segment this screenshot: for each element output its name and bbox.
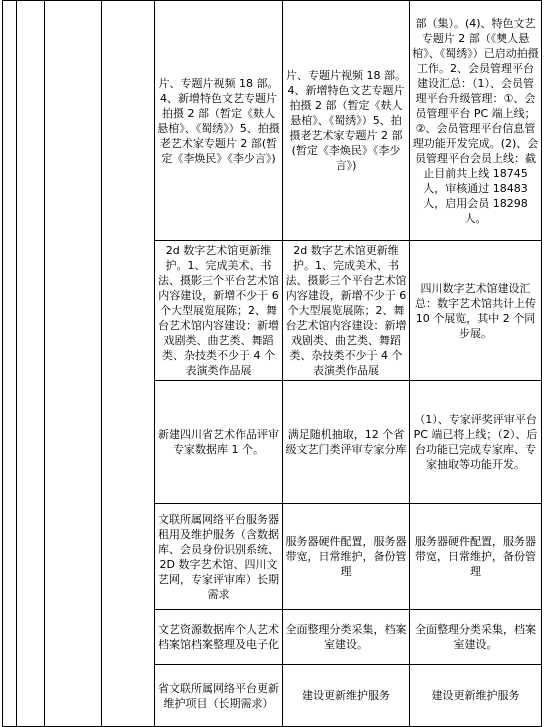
- project-table: [2, 0, 542, 727]
- project-cell: 文联所属网络平台服务器租用及维护服务（含数据库、会员身份识别系统、2D 数字艺术馆、四川文艺网，专家评审库）长期需求: [155, 504, 283, 610]
- result-cell: 部（集）。(4)、特色文艺专题片 2 部（《僰人悬棺》、《蜀绣》）已启动拍摄工作。2、会员管理平台建设汇总：（1）、会员管理平台升级管理：①、会员管理平台 PC 端上线；②、会员管理平台信息管理功能开发完成。(2)、会员管理平台会员上线：截止目前共上线 18745 人，审核通过 18483 人，启用会员 18298 人。: [410, 1, 542, 241]
- indicator-column-cell: [102, 1, 155, 727]
- category-column-cell: [17, 1, 45, 727]
- result-cell: 建设更新维护服务: [410, 665, 542, 727]
- measure-cell: 全面整理分类采集，档案室建设。: [283, 610, 410, 665]
- measure-cell: 满足随机抽取，12 个省级文艺门类评审专家分库: [283, 381, 410, 504]
- result-cell: 四川数字艺术馆建设汇总：数字艺术馆共计上传 10 个展览，其中 2 个同步展。: [410, 241, 542, 381]
- content-cell: 片、专题片视频 18 部。4、新增特色文艺专题片拍摄 2 部（暂定《麸人悬棺》、《蜀绣》）5、拍摄老艺术家专题片 2 部(暂定《李焕民》《李少言》): [155, 1, 283, 241]
- measure-cell: 片、专题片视频 18 部。4、新增特色文艺专题片拍摄 2 部（暂定《麸人悬棺》、《蜀绣》）5、拍摄老艺术家专题片 2 部(暂定《李焕民》《李少言》): [283, 1, 410, 241]
- result-cell: （1）、专家评奖评审平台 PC 端已将上线；（2）、后台功能已完成专家库、专家抽取等功能开发。: [410, 381, 542, 504]
- result-cell: 全面整理分类采集，档案室建设。: [410, 610, 542, 665]
- subcategory-column-cell: [45, 1, 102, 727]
- project-cell: 省文联所属网络平台更新维护项目（长期需求）: [155, 665, 283, 727]
- result-cell: 服务器硬件配置，服务器带宽，日常维护，备份管理: [410, 504, 542, 610]
- measure-cell: 2d 数字艺术馆更新维护。1、完成美术、书法、摄影三个平台艺术馆内容建设，新增不少于 6 个大型展览展陈；2、舞台艺术馆内容建设：新增戏剧类、曲艺类、舞蹈类、杂技类不少于 4 个表演类作品展: [283, 241, 410, 381]
- index-column-cell: [3, 1, 17, 727]
- project-cell: 文艺资源数据库个人艺术档案馆档案整理及电子化: [155, 610, 283, 665]
- measure-cell: 服务器硬件配置，服务器带宽，日常维护，备份管理: [283, 504, 410, 610]
- measure-cell: 建设更新维护服务: [283, 665, 410, 727]
- project-cell: 新建四川省艺术作品评审专家数据库 1 个。: [155, 381, 283, 504]
- table-row: [3, 1, 542, 241]
- content-cell: 2d 数字艺术馆更新维护。1、完成美术、书法、摄影三个平台艺术馆内容建设，新增不少于 6 个大型展览展陈；2、舞台艺术馆内容建设：新增戏剧类、曲艺类、舞蹈类、杂技类不少于 4 个表演类作品展: [155, 241, 283, 381]
